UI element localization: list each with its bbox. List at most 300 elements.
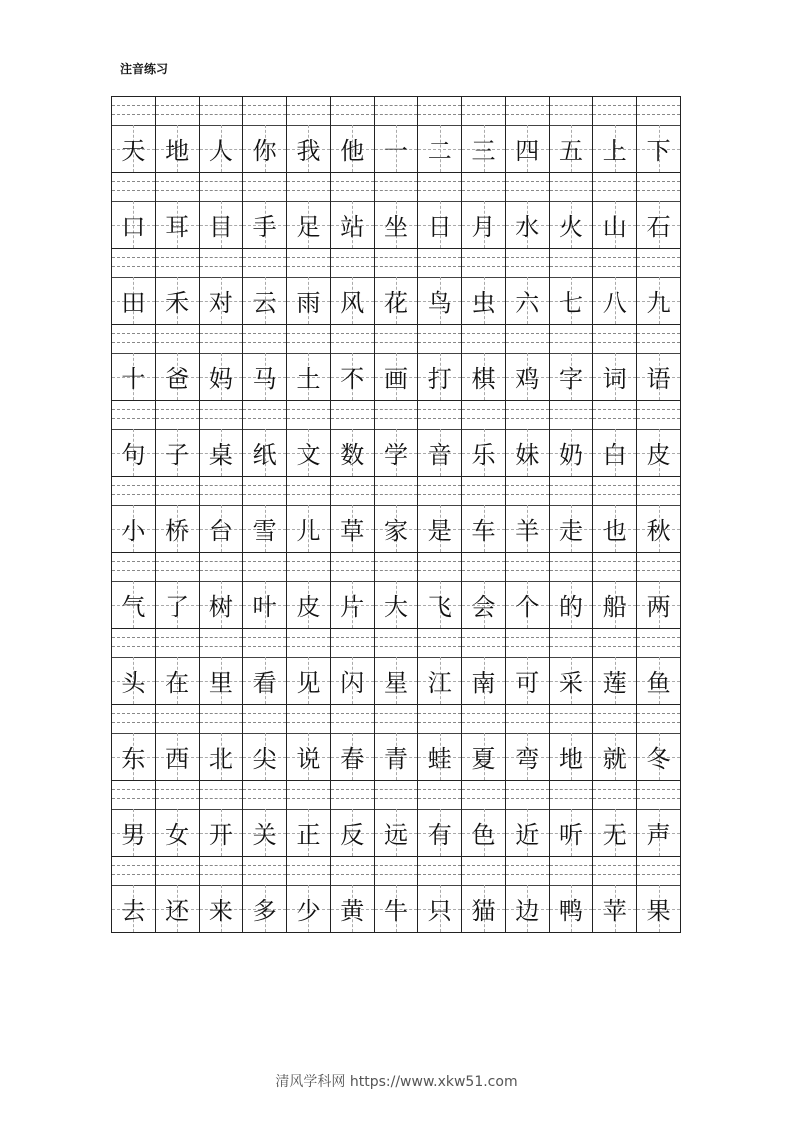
pinyin-lines: [243, 629, 286, 658]
character: 雨: [296, 289, 321, 317]
grid-cell: [287, 705, 331, 781]
character: 关: [252, 821, 277, 849]
grid-cell: [506, 705, 550, 781]
pinyin-lines: [462, 97, 505, 126]
pinyin-lines: [418, 173, 461, 202]
character: 他: [340, 137, 365, 165]
pinyin-lines: [593, 553, 636, 582]
character-box: [331, 277, 374, 324]
character: 你: [252, 137, 277, 165]
pinyin-lines: [375, 705, 418, 734]
character: 火: [559, 213, 584, 241]
grid-cell: [156, 629, 200, 705]
character-box: [331, 125, 374, 172]
character: 看: [252, 669, 277, 697]
grid-cell: [156, 705, 200, 781]
character-box: [593, 657, 636, 704]
character-box: [462, 277, 505, 324]
character: 黄: [340, 897, 365, 925]
character: 三: [471, 137, 496, 165]
grid-row: [112, 477, 681, 553]
character: 会: [471, 593, 496, 621]
character-box: [593, 733, 636, 780]
practice-grid: [111, 96, 681, 933]
pinyin-lines: [593, 781, 636, 810]
grid-cell: [331, 705, 375, 781]
grid-cell: [506, 325, 550, 401]
character: 下: [646, 137, 671, 165]
character-box: [550, 733, 593, 780]
pinyin-lines: [156, 401, 199, 430]
pinyin-lines: [156, 173, 199, 202]
grid-cell: [156, 325, 200, 401]
pinyin-lines: [287, 325, 330, 354]
pinyin-lines: [375, 325, 418, 354]
pinyin-lines: [243, 325, 286, 354]
page-title: 注音练习: [120, 62, 169, 76]
pinyin-lines: [506, 401, 549, 430]
grid-cell: [156, 97, 200, 173]
character: 家: [383, 517, 408, 545]
character: 闪: [340, 669, 365, 697]
character: 大: [383, 593, 408, 621]
character: 天: [121, 137, 146, 165]
character-box: [243, 809, 286, 856]
character-box: [550, 581, 593, 628]
grid-row: [112, 249, 681, 325]
pinyin-lines: [462, 249, 505, 278]
grid-cell: [375, 781, 419, 857]
grid-cell: [287, 477, 331, 553]
pinyin-lines: [637, 173, 680, 202]
pinyin-lines: [200, 705, 243, 734]
grid-cell: [593, 553, 637, 629]
grid-cell: [287, 325, 331, 401]
pinyin-lines: [637, 553, 680, 582]
pinyin-lines: [331, 553, 374, 582]
character-box: [375, 885, 418, 932]
character: 尖: [252, 745, 277, 773]
pinyin-lines: [243, 173, 286, 202]
character: 东: [121, 745, 146, 773]
character: 花: [383, 289, 408, 317]
pinyin-lines: [506, 97, 549, 126]
character: 猫: [471, 897, 496, 925]
pinyin-lines: [550, 97, 593, 126]
pinyin-lines: [156, 705, 199, 734]
pinyin-lines: [112, 857, 155, 886]
grid-cell: [593, 249, 637, 325]
grid-row: [112, 553, 681, 629]
pinyin-lines: [462, 325, 505, 354]
pinyin-lines: [418, 249, 461, 278]
pinyin-lines: [331, 477, 374, 506]
character: 江: [427, 669, 452, 697]
character: 禾: [165, 289, 190, 317]
character-box: [287, 125, 330, 172]
grid-cell: [637, 781, 681, 857]
character-box: [593, 125, 636, 172]
character-box: [200, 277, 243, 324]
grid-cell: [156, 857, 200, 933]
character-box: [506, 201, 549, 248]
character: 上: [602, 137, 627, 165]
character-box: [375, 581, 418, 628]
character-box: [506, 125, 549, 172]
pinyin-lines: [112, 629, 155, 658]
character: 小: [121, 517, 146, 545]
character: 皮: [646, 441, 671, 469]
character-box: [593, 201, 636, 248]
grid-cell: [550, 97, 594, 173]
grid-cell: [375, 401, 419, 477]
pinyin-lines: [506, 325, 549, 354]
character: 夏: [471, 745, 496, 773]
pinyin-lines: [506, 629, 549, 658]
grid-cell: [550, 477, 594, 553]
pinyin-lines: [243, 97, 286, 126]
character-box: [593, 885, 636, 932]
pinyin-lines: [331, 705, 374, 734]
pinyin-lines: [156, 97, 199, 126]
character-box: [506, 657, 549, 704]
character-box: [462, 353, 505, 400]
character-box: [156, 733, 199, 780]
character-box: [200, 505, 243, 552]
pinyin-lines: [506, 477, 549, 506]
character-box: [637, 885, 680, 932]
grid-cell: [418, 97, 462, 173]
character-box: [550, 809, 593, 856]
grid-cell: [462, 401, 506, 477]
character: 田: [121, 289, 146, 317]
character: 苹: [602, 897, 627, 925]
character-box: [462, 657, 505, 704]
pinyin-lines: [375, 401, 418, 430]
pinyin-lines: [200, 325, 243, 354]
character: 牛: [383, 897, 408, 925]
character: 皮: [296, 593, 321, 621]
character-box: [637, 277, 680, 324]
character: 乐: [471, 441, 496, 469]
pinyin-lines: [637, 477, 680, 506]
grid-cell: [156, 781, 200, 857]
grid-cell: [200, 173, 244, 249]
character: 云: [252, 289, 277, 317]
character-box: [593, 809, 636, 856]
character-box: [156, 581, 199, 628]
character: 就: [602, 745, 627, 773]
pinyin-lines: [112, 781, 155, 810]
grid-cell: [418, 705, 462, 781]
character: 虫: [471, 289, 496, 317]
pinyin-lines: [375, 97, 418, 126]
pinyin-lines: [637, 401, 680, 430]
pinyin-lines: [331, 249, 374, 278]
grid-cell: [112, 705, 156, 781]
pinyin-lines: [462, 173, 505, 202]
character-box: [593, 277, 636, 324]
grid-cell: [375, 857, 419, 933]
character: 反: [340, 821, 365, 849]
grid-cell: [462, 705, 506, 781]
character-box: [462, 885, 505, 932]
character: 字: [559, 365, 584, 393]
character: 十: [121, 365, 146, 393]
grid-cell: [112, 97, 156, 173]
grid-cell: [462, 97, 506, 173]
character-box: [637, 125, 680, 172]
grid-cell: [375, 97, 419, 173]
character-box: [506, 885, 549, 932]
pinyin-lines: [506, 857, 549, 886]
pinyin-lines: [375, 173, 418, 202]
grid-cell: [593, 173, 637, 249]
pinyin-lines: [156, 249, 199, 278]
character-box: [112, 657, 155, 704]
grid-row: [112, 781, 681, 857]
character-box: [550, 429, 593, 476]
character-box: [375, 353, 418, 400]
character-box: [550, 201, 593, 248]
grid-cell: [462, 629, 506, 705]
character-box: [331, 201, 374, 248]
character-box: [637, 733, 680, 780]
character-box: [331, 809, 374, 856]
pinyin-lines: [593, 705, 636, 734]
character-box: [550, 657, 593, 704]
grid-cell: [200, 857, 244, 933]
pinyin-lines: [331, 325, 374, 354]
pinyin-lines: [243, 249, 286, 278]
character: 儿: [296, 517, 321, 545]
character: 片: [340, 593, 365, 621]
grid-cell: [375, 553, 419, 629]
character: 画: [383, 365, 408, 393]
character-box: [418, 429, 461, 476]
character-box: [243, 581, 286, 628]
character: 日: [427, 213, 452, 241]
character: 开: [208, 821, 233, 849]
character: 蛙: [427, 745, 452, 773]
grid-cell: [637, 629, 681, 705]
grid-cell: [112, 249, 156, 325]
grid-cell: [550, 857, 594, 933]
character-box: [593, 505, 636, 552]
grid-cell: [418, 857, 462, 933]
grid-cell: [200, 705, 244, 781]
character: 足: [296, 213, 321, 241]
grid-cell: [287, 629, 331, 705]
character: 妈: [208, 365, 233, 393]
pinyin-lines: [287, 857, 330, 886]
pinyin-lines: [550, 781, 593, 810]
pinyin-lines: [462, 477, 505, 506]
character: 采: [559, 669, 584, 697]
character-box: [637, 429, 680, 476]
grid-cell: [200, 97, 244, 173]
grid-cell: [200, 781, 244, 857]
grid-row: [112, 325, 681, 401]
pinyin-lines: [418, 857, 461, 886]
character-box: [418, 505, 461, 552]
character-box: [243, 353, 286, 400]
grid-cell: [287, 781, 331, 857]
character-box: [593, 429, 636, 476]
grid-cell: [550, 553, 594, 629]
character-box: [243, 505, 286, 552]
grid-cell: [375, 249, 419, 325]
character: 无: [602, 821, 627, 849]
character: 女: [165, 821, 190, 849]
character-box: [506, 277, 549, 324]
character-box: [200, 809, 243, 856]
grid-cell: [287, 173, 331, 249]
grid-cell: [637, 325, 681, 401]
character: 手: [252, 213, 277, 241]
character-box: [200, 125, 243, 172]
grid-cell: [506, 553, 550, 629]
character: 一: [383, 137, 408, 165]
character-box: [331, 657, 374, 704]
character-box: [506, 353, 549, 400]
character: 白: [602, 441, 627, 469]
pinyin-lines: [156, 325, 199, 354]
character-box: [200, 657, 243, 704]
character-box: [287, 429, 330, 476]
grid-cell: [506, 401, 550, 477]
grid-cell: [156, 553, 200, 629]
pinyin-lines: [462, 553, 505, 582]
character-box: [331, 581, 374, 628]
character-box: [112, 353, 155, 400]
pinyin-lines: [462, 705, 505, 734]
character: 多: [252, 897, 277, 925]
pinyin-lines: [112, 249, 155, 278]
character-box: [287, 505, 330, 552]
grid-cell: [156, 477, 200, 553]
pinyin-lines: [287, 629, 330, 658]
grid-cell: [506, 629, 550, 705]
character: 语: [646, 365, 671, 393]
grid-cell: [200, 325, 244, 401]
pinyin-lines: [593, 629, 636, 658]
character-box: [375, 733, 418, 780]
character: 叶: [252, 593, 277, 621]
character-box: [112, 505, 155, 552]
pinyin-lines: [331, 781, 374, 810]
grid-cell: [243, 477, 287, 553]
pinyin-lines: [375, 857, 418, 886]
character-box: [112, 809, 155, 856]
character: 听: [559, 821, 584, 849]
pinyin-lines: [375, 553, 418, 582]
pinyin-lines: [462, 629, 505, 658]
pinyin-lines: [243, 401, 286, 430]
character-box: [462, 125, 505, 172]
grid-cell: [506, 477, 550, 553]
grid-cell: [462, 553, 506, 629]
pinyin-lines: [243, 477, 286, 506]
grid-cell: [331, 629, 375, 705]
character: 见: [296, 669, 321, 697]
character-box: [462, 201, 505, 248]
character-box: [462, 429, 505, 476]
pinyin-lines: [287, 401, 330, 430]
pinyin-lines: [287, 553, 330, 582]
character: 可: [515, 669, 540, 697]
character: 口: [121, 213, 146, 241]
character: 春: [340, 745, 365, 773]
character: 鸟: [427, 289, 452, 317]
character: 数: [340, 441, 365, 469]
grid-cell: [243, 705, 287, 781]
pinyin-lines: [550, 629, 593, 658]
character-box: [418, 353, 461, 400]
grid-cell: [112, 857, 156, 933]
pinyin-lines: [637, 249, 680, 278]
character-box: [200, 353, 243, 400]
grid-cell: [243, 401, 287, 477]
character: 莲: [602, 669, 627, 697]
character-box: [243, 429, 286, 476]
character: 四: [515, 137, 540, 165]
character: 边: [515, 897, 540, 925]
character-box: [112, 201, 155, 248]
character: 词: [602, 365, 627, 393]
pinyin-lines: [331, 857, 374, 886]
pinyin-lines: [375, 477, 418, 506]
grid-cell: [200, 477, 244, 553]
grid-cell: [550, 629, 594, 705]
pinyin-lines: [331, 401, 374, 430]
character-box: [506, 429, 549, 476]
character-box: [243, 657, 286, 704]
pinyin-lines: [156, 781, 199, 810]
pinyin-lines: [593, 173, 636, 202]
grid-cell: [637, 173, 681, 249]
character: 鸡: [515, 365, 540, 393]
grid-cell: [462, 857, 506, 933]
character: 雪: [252, 517, 277, 545]
character: 是: [427, 517, 452, 545]
grid-cell: [418, 401, 462, 477]
character: 水: [515, 213, 540, 241]
pinyin-lines: [550, 857, 593, 886]
character-box: [418, 277, 461, 324]
grid-cell: [112, 629, 156, 705]
character-box: [375, 809, 418, 856]
character: 句: [121, 441, 146, 469]
character-box: [112, 885, 155, 932]
pinyin-lines: [593, 401, 636, 430]
character-box: [200, 581, 243, 628]
grid-row: [112, 705, 681, 781]
character-box: [287, 201, 330, 248]
character: 男: [121, 821, 146, 849]
grid-cell: [462, 173, 506, 249]
grid-cell: [200, 629, 244, 705]
pinyin-lines: [593, 857, 636, 886]
grid-cell: [418, 325, 462, 401]
grid-cell: [200, 401, 244, 477]
character-box: [550, 353, 593, 400]
pinyin-lines: [200, 97, 243, 126]
pinyin-lines: [200, 781, 243, 810]
character: 山: [602, 213, 627, 241]
grid-cell: [331, 857, 375, 933]
pinyin-lines: [243, 781, 286, 810]
